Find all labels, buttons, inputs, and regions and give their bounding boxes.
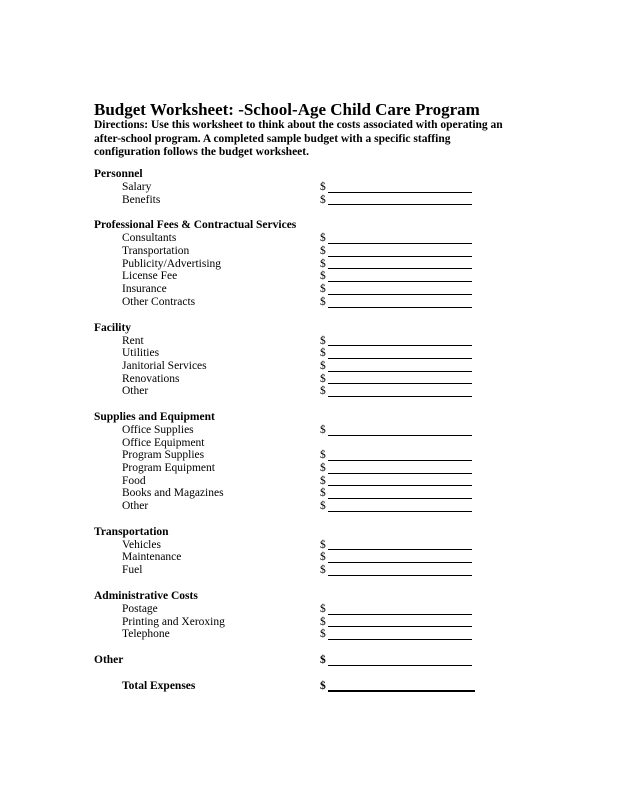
dollar-sign: $ [320,487,326,500]
budget-section [94,411,554,513]
amount-line [328,383,472,384]
line-item-label: Renovations [122,372,180,385]
amount-field[interactable] [320,270,472,283]
total-row [94,680,554,693]
budget-line-item [94,347,554,360]
amount-line [328,614,472,615]
line-item-label: Janitorial Services [122,359,207,372]
dollar-sign: $ [320,372,326,385]
amount-line [328,307,472,308]
amount-field[interactable] [320,258,472,271]
budget-line-item [94,360,554,373]
amount-line [328,256,472,257]
amount-line [328,371,472,372]
line-item-label: Telephone [122,628,170,641]
amount-line [328,511,472,512]
amount-line [328,690,475,692]
line-item-label: Books and Magazines [122,487,224,500]
amount-field[interactable] [320,564,472,577]
line-item-label: Printing and Xeroxing [122,615,225,628]
amount-line [328,192,472,193]
line-item-label: Program Equipment [122,462,215,474]
amount-field[interactable] [320,500,472,513]
dollar-sign: $ [320,449,326,462]
dollar-sign: $ [320,347,326,360]
amount-field[interactable] [320,360,472,373]
dollar-sign: $ [320,385,326,398]
budget-line-item [94,500,554,513]
amount-line [328,294,472,295]
amount-line [328,345,472,346]
budget-line-item [94,270,554,283]
budget-line-item [94,373,554,386]
line-item-label: Maintenance [122,551,182,564]
amount-field[interactable] [320,539,472,552]
budget-line-item [94,487,554,500]
budget-line-item [94,628,554,641]
budget-line-item [94,475,554,488]
budget-line-item [94,258,554,271]
budget-line-item [94,564,554,577]
other-heading: Other [94,653,124,666]
budget-line-item [94,296,554,309]
amount-field[interactable] [320,616,472,629]
section-heading: Supplies and Equipment [94,410,215,423]
other-amount-field[interactable] [320,654,472,667]
other-row [94,654,554,667]
amount-line [328,485,472,486]
amount-field[interactable] [320,296,472,309]
budget-sections [94,168,554,693]
dollar-sign: $ [320,232,326,245]
budget-section [94,590,554,641]
line-item-label: Utilities [122,347,160,360]
dollar-sign: $ [320,462,326,474]
budget-line-item [94,437,554,450]
line-item-label: Insurance [122,283,167,296]
line-item-label: Office Equipment [122,436,205,449]
dollar-sign: $ [320,423,326,436]
dollar-sign: $ [320,653,326,666]
line-item-label: Transportation [122,245,190,258]
amount-field[interactable] [320,283,472,296]
amount-field[interactable] [320,487,472,500]
dollar-sign: $ [320,295,326,308]
budget-line-item [94,424,554,437]
amount-line [328,665,472,666]
directions-line: after-school program. A completed sample budget with a specific staffing [94,132,451,145]
budget-line-item [94,385,554,398]
dollar-sign: $ [320,245,326,258]
line-item-label: Salary [122,181,152,193]
dollar-sign: $ [320,193,326,206]
line-item-label: Food [122,474,146,487]
amount-field[interactable] [320,385,472,398]
amount-field[interactable] [320,373,472,386]
dollar-sign: $ [320,181,326,193]
amount-field[interactable] [320,449,472,462]
budget-line-item [94,283,554,296]
budget-line-item [94,551,554,564]
budget-line-item [94,335,554,348]
line-item-label: Benefits [122,193,161,206]
budget-line-item [94,603,554,616]
amount-line [328,562,472,563]
line-item-label: License Fee [122,270,178,283]
amount-line [328,549,472,550]
amount-line [328,281,472,282]
amount-field[interactable] [320,628,472,641]
amount-line [328,639,472,640]
amount-line [328,435,472,436]
amount-line [328,460,472,461]
dollar-sign: $ [320,602,326,615]
line-item-label: Other [122,500,149,513]
line-item-label: Office Supplies [122,423,194,436]
line-item-label: Rent [122,334,144,347]
amount-line [328,626,472,627]
line-item-label: Consultants [122,232,177,245]
dollar-sign: $ [320,679,326,692]
amount-field[interactable] [320,245,472,258]
amount-line [328,473,472,474]
section-heading: Facility [94,321,132,334]
amount-line [328,204,472,205]
amount-field[interactable] [320,603,472,616]
budget-section [94,526,554,577]
budget-section [94,168,554,206]
amount-field[interactable] [320,347,472,360]
dollar-sign: $ [320,270,326,283]
section-heading: Personnel [94,168,143,180]
total-amount-field[interactable] [320,680,472,693]
dollar-sign: $ [320,551,326,564]
budget-line-item [94,449,554,462]
line-item-label: Program Supplies [122,449,205,462]
budget-line-item [94,194,554,207]
amount-field[interactable] [320,475,472,488]
directions [94,119,564,160]
dollar-sign: $ [320,628,326,641]
amount-field[interactable] [320,335,472,348]
amount-line [328,243,472,244]
page-title: Budget Worksheet: -School-Age Child Care Program [94,100,480,119]
section-heading: Administrative Costs [94,589,198,602]
amount-field[interactable] [320,181,472,194]
directions-line: Directions: Use this worksheet to think about the costs associated with operating an [94,119,503,131]
line-item-label: Other [122,385,149,398]
dollar-sign: $ [320,564,326,577]
amount-line [328,268,472,269]
budget-line-item [94,616,554,629]
budget-section [94,322,554,398]
section-heading: Transportation [94,525,169,538]
budget-line-item [94,181,554,194]
dollar-sign: $ [320,615,326,628]
line-item-label: Vehicles [122,538,161,551]
dollar-sign: $ [320,538,326,551]
dollar-sign: $ [320,283,326,296]
budget-line-item [94,232,554,245]
dollar-sign: $ [320,334,326,347]
amount-line [328,396,472,397]
section-heading: Professional Fees & Contractual Services [94,219,297,232]
budget-line-item [94,539,554,552]
dollar-sign: $ [320,257,326,270]
amount-line [328,358,472,359]
amount-field[interactable] [320,424,472,437]
total-label: Total Expenses [122,679,196,692]
amount-line [328,498,472,499]
amount-field[interactable] [320,551,472,564]
dollar-sign: $ [320,359,326,372]
amount-field[interactable] [320,462,472,475]
amount-line [328,575,472,576]
line-item-label: Other Contracts [122,295,196,308]
amount-field[interactable] [320,232,472,245]
budget-line-item [94,245,554,258]
line-item-label: Fuel [122,564,143,577]
dollar-sign: $ [320,500,326,513]
budget-line-item [94,462,554,475]
line-item-label: Postage [122,602,158,615]
dollar-sign: $ [320,474,326,487]
line-item-label: Publicity/Advertising [122,257,222,270]
directions-line: configuration follows the budget worksheet. [94,146,309,159]
amount-field[interactable] [320,194,472,207]
budget-section [94,219,554,308]
